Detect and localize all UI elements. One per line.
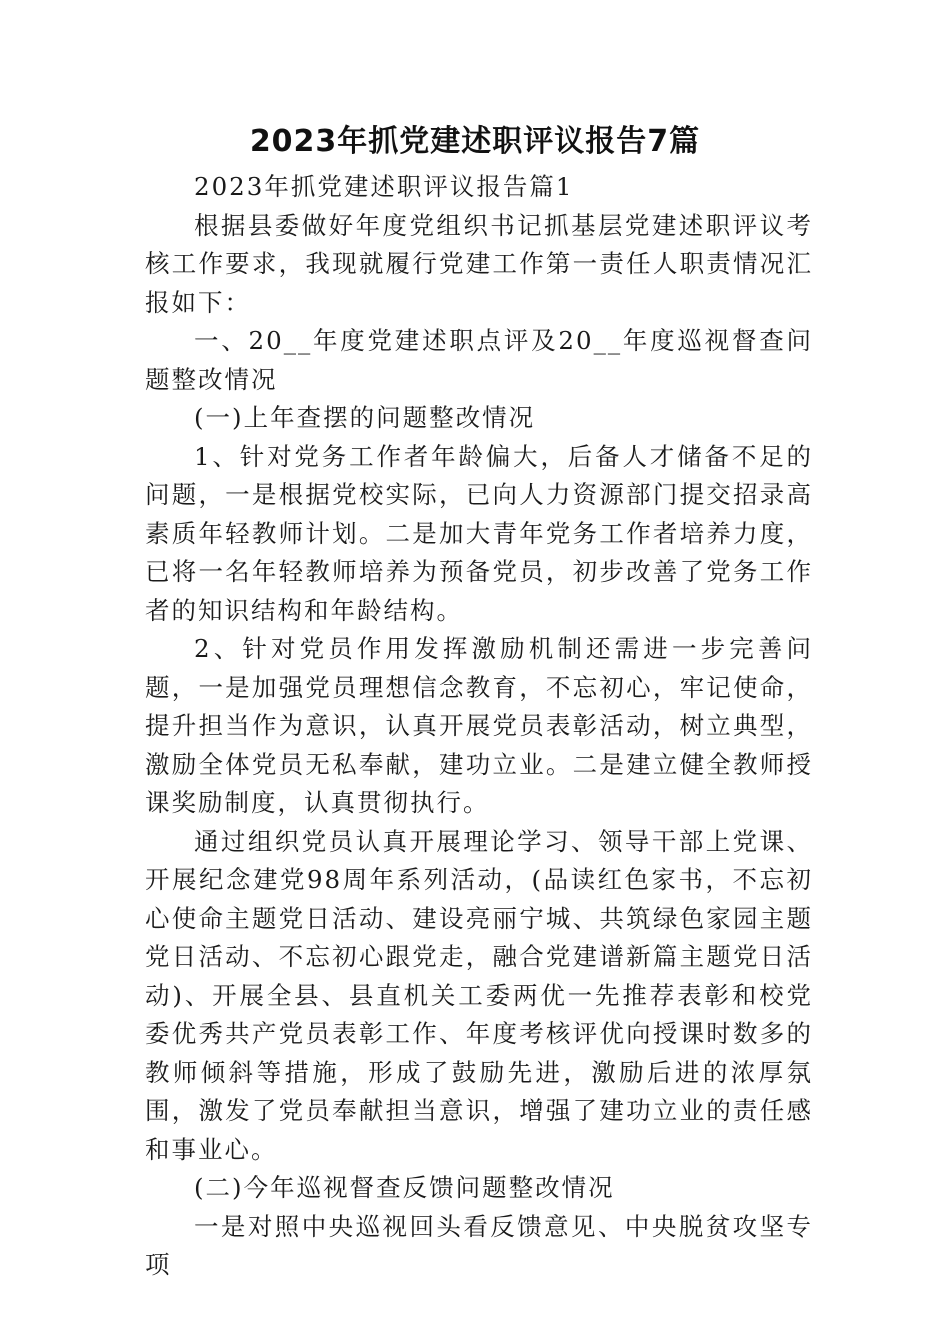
paragraph: 1、针对党务工作者年龄偏大，后备人才储备不足的问题，一是根据党校实际，已向人力资源部门提交招录高素质年轻教师计划。二是加大青年党务工作者培养力度，已将一名年轻教师培养为预备党员，初步改善了党务工作者的知识结构和年龄结构。 (145, 441, 813, 625)
document-body (145, 168, 813, 1285)
paragraph: 通过组织党员认真开展理论学习、领导干部上党课、开展纪念建党98周年系列活动，(品读红色家书，不忘初心使命主题党日活动、建设亮丽宁城、共筑绿色家园主题党日活动、不忘初心跟党走，融合党建谱新篇主题党日活动)、开展全县、县直机关工委两优一先推荐表彰和校党委优秀共产党员表彰工作、年度考核评优向授课时数多的教师倾斜等措施，形成了鼓励先进，激励后进的浓厚氛围，激发了党员奉献担当意识，增强了建功立业的责任感和事业心。 (145, 826, 813, 1164)
document-title: 2023年抓党建述职评议报告7篇 (249, 124, 701, 159)
paragraph: 2、针对党员作用发挥激励机制还需进一步完善问题，一是加强党员理想信念教育，不忘初心，牢记使命，提升担当作为意识，认真开展党员表彰活动，树立典型，激励全体党员无私奉献，建功立业。二是建立健全教师授课奖励制度，认真贯彻执行。 (145, 634, 813, 817)
paragraph: 一是对照中央巡视回头看反馈意见、中央脱贫攻坚专项 (145, 1211, 813, 1279)
section-heading: 一、20__年度党建述职点评及20__年度巡视督查问题整改情况 (145, 326, 813, 394)
subsection-heading: (二)今年巡视督查反馈问题整改情况 (194, 1173, 615, 1202)
section-heading: 2023年抓党建述职评议报告篇1 (194, 172, 574, 201)
paragraph: 根据县委做好年度党组织书记抓基层党建述职评议考核工作要求，我现就履行党建工作第一责任人职责情况汇报如下： (145, 210, 813, 317)
subsection-heading: (一)上年查摆的问题整改情况 (194, 403, 536, 432)
